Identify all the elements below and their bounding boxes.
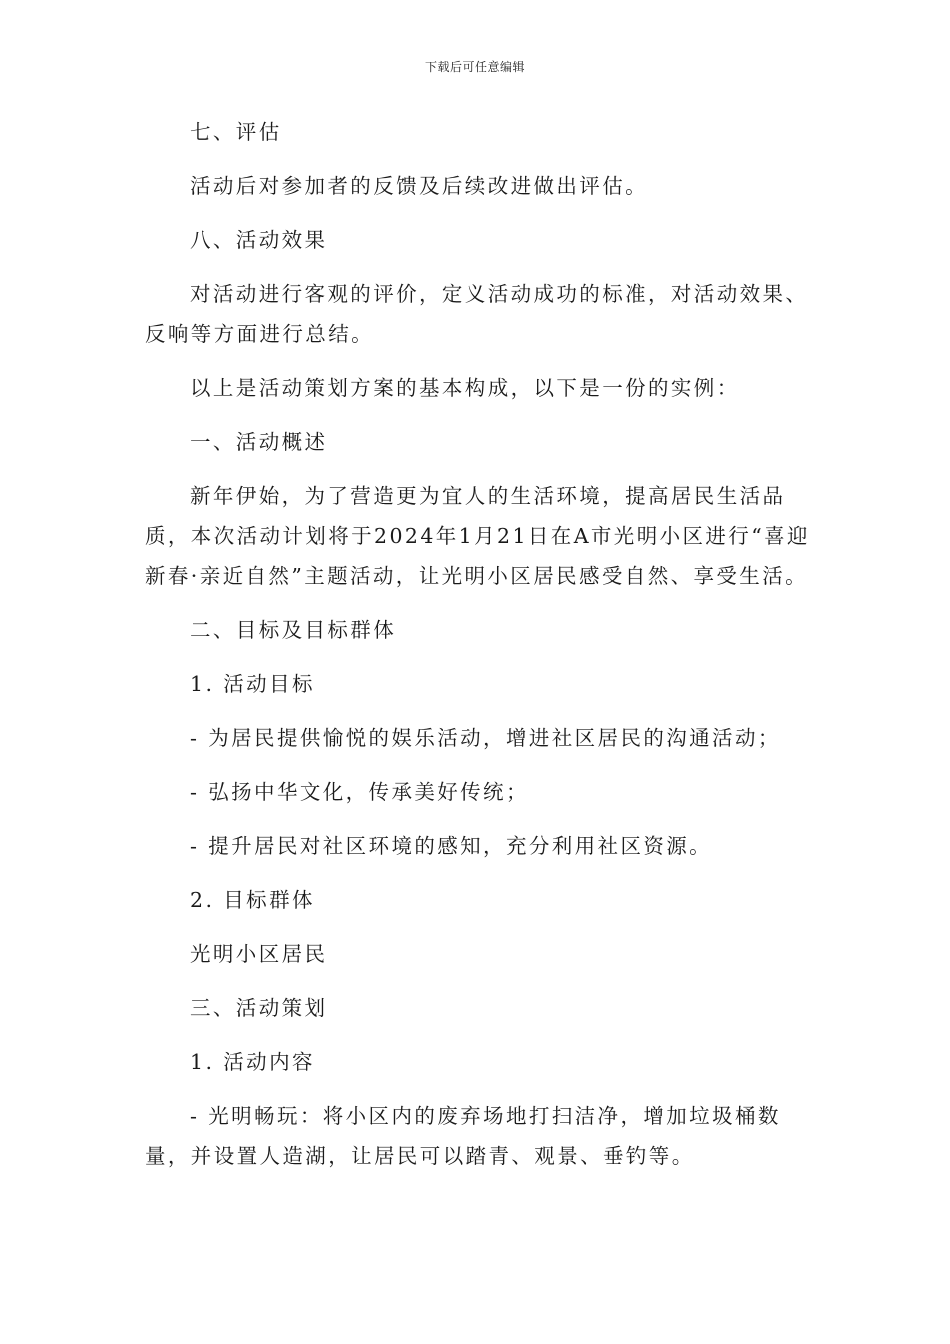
header-note: 下载后可任意编辑 bbox=[424, 60, 525, 74]
paragraph-example-intro: 以上是活动策划方案的基本构成，以下是一份的实例： bbox=[190, 376, 740, 400]
list-item-goal-3: - 提升居民对社区环境的感知，充分利用社区资源。 bbox=[190, 834, 713, 858]
section-heading-overview: 一、活动概述 bbox=[190, 430, 328, 454]
section-heading-planning: 三、活动策划 bbox=[190, 996, 328, 1020]
paragraph-target-group: 光明小区居民 bbox=[190, 942, 328, 966]
subheading-activity-content: 1. 活动内容 bbox=[190, 1050, 315, 1074]
subheading-activity-goals: 1. 活动目标 bbox=[190, 672, 315, 696]
paragraph-evaluation: 活动后对参加者的反馈及后续改进做出评估。 bbox=[190, 174, 648, 198]
section-heading-evaluation: 七、评估 bbox=[190, 120, 282, 144]
list-item-content-1: - 光明畅玩：将小区内的废弃场地打扫洁净，增加垃圾桶数量，并设置人造湖，让居民可以踏青、观景、垂钓等。 bbox=[145, 1104, 781, 1168]
paragraph-overview: 新年伊始，为了营造更为宜人的生活环境，提高居民生活品质，本次活动计划将于2024年1月21日在A市光明小区进行“喜迎新春·亲近自然”主题活动，让光明小区居民感受自然、享受生活。 bbox=[145, 484, 810, 588]
section-heading-effect: 八、活动效果 bbox=[190, 228, 328, 252]
subheading-target-group: 2. 目标群体 bbox=[190, 888, 315, 912]
section-heading-goals: 二、目标及目标群体 bbox=[190, 618, 397, 642]
list-item-goal-1: - 为居民提供愉悦的娱乐活动，增进社区居民的沟通活动； bbox=[190, 726, 781, 750]
list-item-goal-2: - 弘扬中华文化，传承美好传统； bbox=[190, 780, 529, 804]
paragraph-effect: 对活动进行客观的评价，定义活动成功的标准，对活动效果、反响等方面进行总结。 bbox=[145, 282, 809, 346]
document-body bbox=[145, 112, 810, 1190]
